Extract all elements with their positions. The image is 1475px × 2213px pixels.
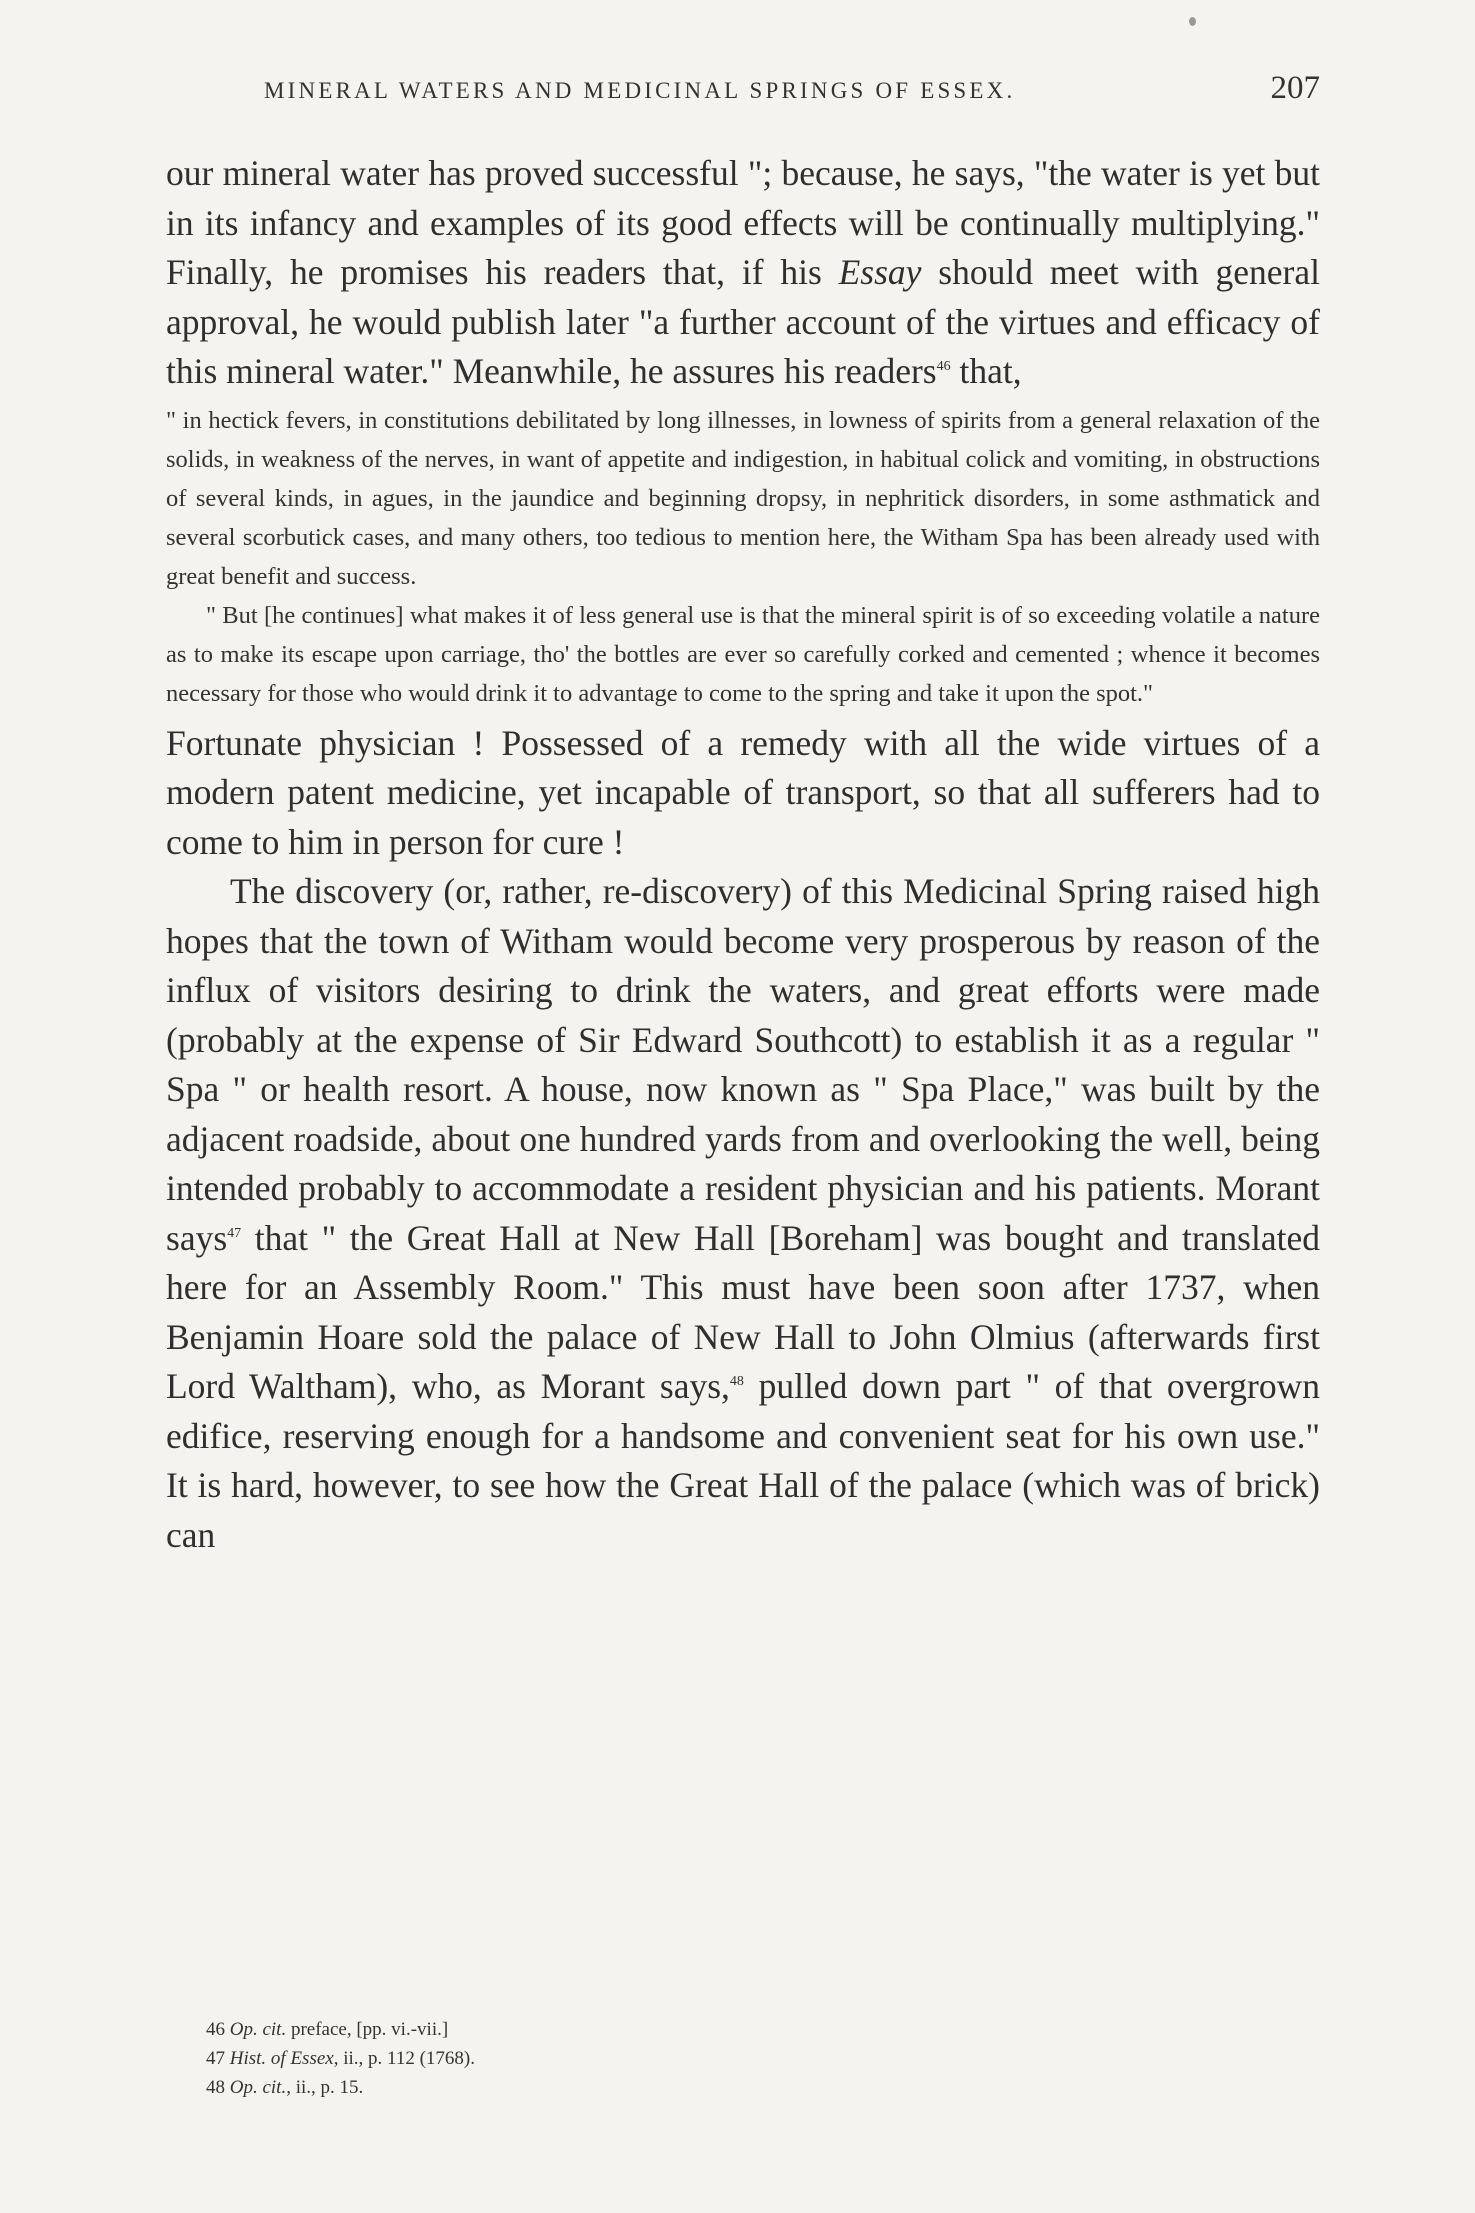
footnote [206, 2073, 1106, 2102]
footnote-citation: Hist. of Essex [229, 2048, 334, 2069]
footnote-text: , ii., p. 112 (1768). [333, 2048, 475, 2069]
quote-paragraph: " But [he continues] what makes it of less general use is that the mineral spirit is of so exceeding volatile a nature as to make its escape upon carriage, tho' the bottles are ever so carefully corked and cemented ; whence it becomes necessary for those who would drink it to advantage to come to the spring and take it upon the spot." [166, 601, 1320, 707]
text-run: pulled down part " of that overgrown edifice, reserving enough for a handsome and convenient seat for his own use." It is hard, however, to see how the Great Hall of the palace (which was of brick) can [166, 1366, 1320, 1555]
text-run: The discovery (or, rather, re-discovery) of this Medicinal Spring raised high hopes that the town of Witham would become very prosperous by reason of the influx of visitors desiring to drink the waters, and great efforts were made (probably at the expense of Sir Edward Southcott) to establish it as a regular " Spa " or health resort. A house, now known as " Spa Place," was built by the adjacent roadside, about one hundred yards from and overlooking the well, being intended probably to accommodate a resident physician and his patients. Morant says [166, 871, 1320, 1258]
running-head [166, 70, 1320, 107]
footnote-ref: 46 [936, 359, 951, 375]
text-run: that " the Great Hall at New Hall [Boreham] was bought and translated here for an Assembly Room." This must have been soon after 1737, when Benjamin Hoare sold the palace of New Hall to John Olmius (afterwards first Lord Waltham), who, as Morant says, [166, 1217, 1320, 1406]
text-run: our mineral water has proved successful "; because, he says, "the water is yet but in its infancy and examples of its good effects will be continually multiplying." Finally, he promises his readers that, if his [166, 153, 1320, 292]
paragraph [166, 149, 1320, 397]
footnote [206, 2015, 1106, 2044]
block-quote [166, 401, 1320, 713]
footnote-ref: 48 [729, 1374, 744, 1390]
text-run: that, [950, 351, 1022, 391]
footnote-text: preface, [pp. vi.-vii.] [286, 2019, 449, 2040]
footnote-citation: Op. cit. [229, 2019, 287, 2040]
footnote [206, 2044, 1106, 2073]
footnote-number: 48 [206, 2077, 225, 2098]
paragraph: Fortunate physician ! Possessed of a remedy with all the wide virtues of a modern patent medicine, yet incapable of transport, so that all sufferers had to come to him in person for cure ! [166, 722, 1320, 862]
running-head-title: MINERAL WATERS AND MEDICINAL SPRINGS OF ESSEX. [264, 78, 1016, 103]
quote-paragraph: " in hectick fevers, in constitutions debilitated by long illnesses, in lowness of spirits from a general relaxation of the solids, in weakness of the nerves, in want of appetite and indigestion, in habitual colick and vomiting, in obstructions of several kinds, in agues, in the jaundice and beginning dropsy, in nephritick disorders, in some asthmatick and several scorbutick cases, and many others, too tedious to mention here, the Witham Spa has been already used with great benefit and success. [166, 406, 1320, 590]
footnote-text: , ii., p. 15. [286, 2077, 364, 2098]
footnote-ref: 47 [227, 1225, 242, 1241]
footnotes [206, 2015, 1106, 2102]
ink-speck [1189, 17, 1196, 26]
text-run: should meet with general approval, he would publish later "a further account of the virtues and efficacy of this mineral water." Meanwhile, he assures his readers [166, 252, 1320, 391]
page-number: 207 [1270, 70, 1320, 106]
footnote-number: 46 [206, 2019, 225, 2040]
body-text [166, 149, 1320, 1560]
italic-text: Essay [838, 252, 922, 292]
paragraph [166, 867, 1320, 1560]
footnote-number: 47 [206, 2048, 225, 2069]
footnote-citation: Op. cit. [229, 2077, 287, 2098]
